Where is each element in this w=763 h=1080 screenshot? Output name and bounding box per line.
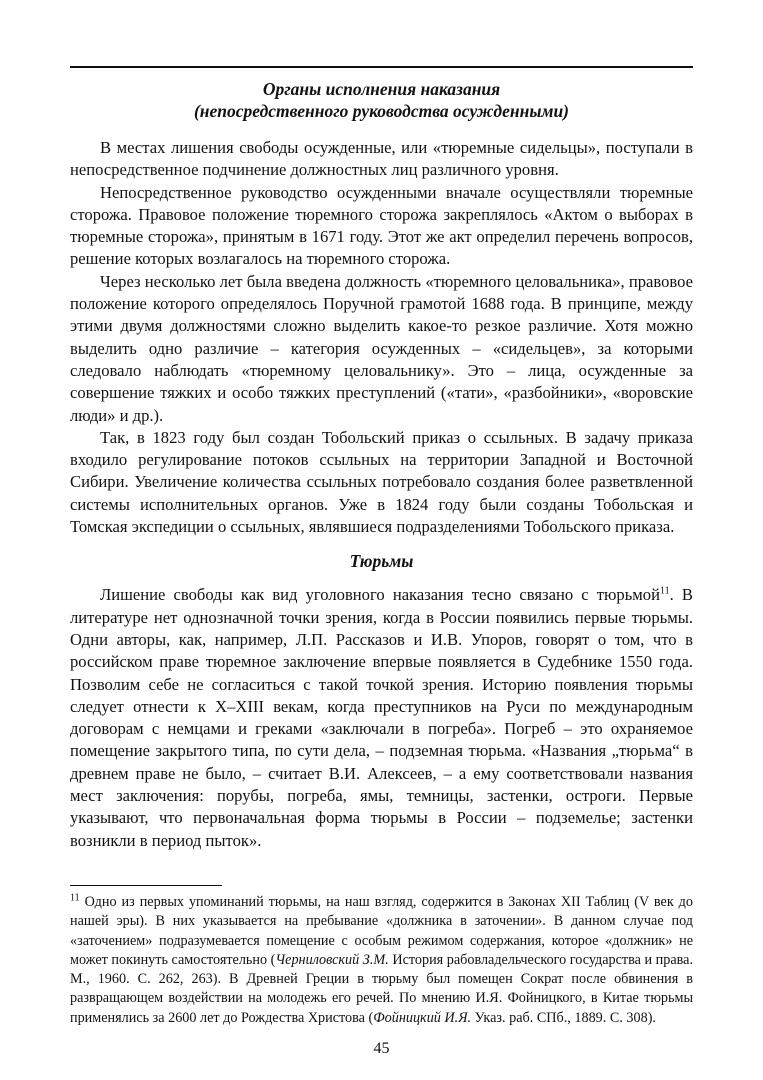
page-content bbox=[70, 0, 693, 852]
page-title-line2: (непосредственного руководства осужденными) bbox=[193, 101, 570, 121]
paragraph-1: В местах лишения свободы осужденные, или «тюремные сидельцы», поступали в непосредственное подчинение должностных лиц различного уровня. bbox=[70, 138, 693, 180]
page-title bbox=[70, 78, 693, 122]
footnote-separator-rule bbox=[70, 885, 222, 886]
paragraph-5-text-before-ref: Лишение свободы как вид уголовного наказания тесно связано с тюрьмой bbox=[100, 585, 660, 605]
paragraph-5-text-after-ref: . В литературе нет однозначной точки зрения, когда в России появились первые тюрьмы. Одни авторы, как, например, Л.П. Рассказов и И.В. Упоров, говорят о том, что в российском праве тюремное заключение впервые появляется в Судебнике 1550 года. Позволим себе не согласиться с такой точкой зрения. Историю появления тюрьмы следует отнести к X–XIII векам, когда преступников на Руси по международным договорам с немцами и греками «заключали в погреба». Погреб – это охраняемое помещение закрытого типа, по сути дела, – подземная тюрьма. «Названия „тюрьма“ в древнем праве не было, – считает В.И. Алексеев, – а ему соответствовали названия мест заключения: порубы, погреба, ямы, темницы, застенки, остроги. Первые указывают, что первоначальная форма тюрьмы в России – подземелье; застенки возникли в период пыток». bbox=[70, 585, 693, 850]
page-number: 45 bbox=[373, 1040, 390, 1057]
footnote-text-part-2: История рабовладельческого государства и права. М., 1960. С. 262, 263). В Древней Греции в тюрьму был помещен Сократ после обвинения в развращающем воздействии на молодежь его речей. По мнению И.Я. Фойницкого, в Китае тюрьмы применялись за 2600 лет до Рождества Христова ( bbox=[70, 951, 694, 1026]
footnote-reference-mark: 11 bbox=[659, 585, 670, 597]
page-title-line1: Органы исполнения наказания bbox=[262, 79, 501, 99]
paragraph-4: Так, в 1823 году был создан Тобольский приказ о ссыльных. В задачу приказа входило регулирование потоков ссыльных на территории Западной и Восточной Сибири. Увеличение количества ссыльных потребовало создания более разветвленной системы исполнительных органов. Уже в 1824 году были созданы Тобольская и Томская экспедиции о ссыльных, являвшиеся подразделениями Тобольского приказа. bbox=[70, 427, 693, 537]
section-heading-tyurmy: Тюрьмы bbox=[349, 551, 414, 572]
paragraph-3: Через несколько лет была введена должность «тюремного целовальника», правовое положение которого определялось Поручной грамотой 1688 года. В принципе, между этими двумя должностями сложно выделить какое-то резкое различие. Хотя можно выделить одно различие – категория осужденных – «сидельцев», за которыми следовало наблюдать «тюремному целовальнику». Это – лица, осужденные за совершение тяжких и особо тяжких преступлений («тати», «разбойники», «воровские люди» и др.). bbox=[70, 271, 693, 425]
header-rule bbox=[70, 66, 693, 68]
footnote-text-part-1: Одно из первых упоминаний тюрьмы, на наш взгляд, содержится в Законах XII Таблиц (V век до нашей эры). В них указывается на пребывание «должника в заточении». В данном случае под «заточением» подразумевается помещение с особым режимом содержания, которое «должник» не может покинуть самостоятельно ( bbox=[70, 893, 693, 968]
footnote-text-part-3: Указ. раб. СПб., 1889. С. 308). bbox=[471, 1009, 656, 1026]
footnote-11 bbox=[70, 893, 693, 1028]
footnote-marker: 11 bbox=[70, 892, 80, 904]
paragraph-5 bbox=[70, 584, 693, 852]
footnote-citation-author-1: Черниловский З.М. bbox=[275, 951, 389, 968]
paragraph-2: Непосредственное руководство осужденными вначале осуществляли тюремные сторожа. Правовое положение тюремного сторожа закреплялось «Актом о выборах в тюремные сторожа», принятым в 1671 году. Этот же акт определил перечень вопросов, решение которых возлагалось на тюремного сторожа. bbox=[70, 182, 693, 269]
footnote-citation-author-2: Фойницкий И.Я. bbox=[373, 1009, 472, 1026]
footnote-block bbox=[70, 885, 693, 1028]
body-text bbox=[70, 137, 693, 852]
